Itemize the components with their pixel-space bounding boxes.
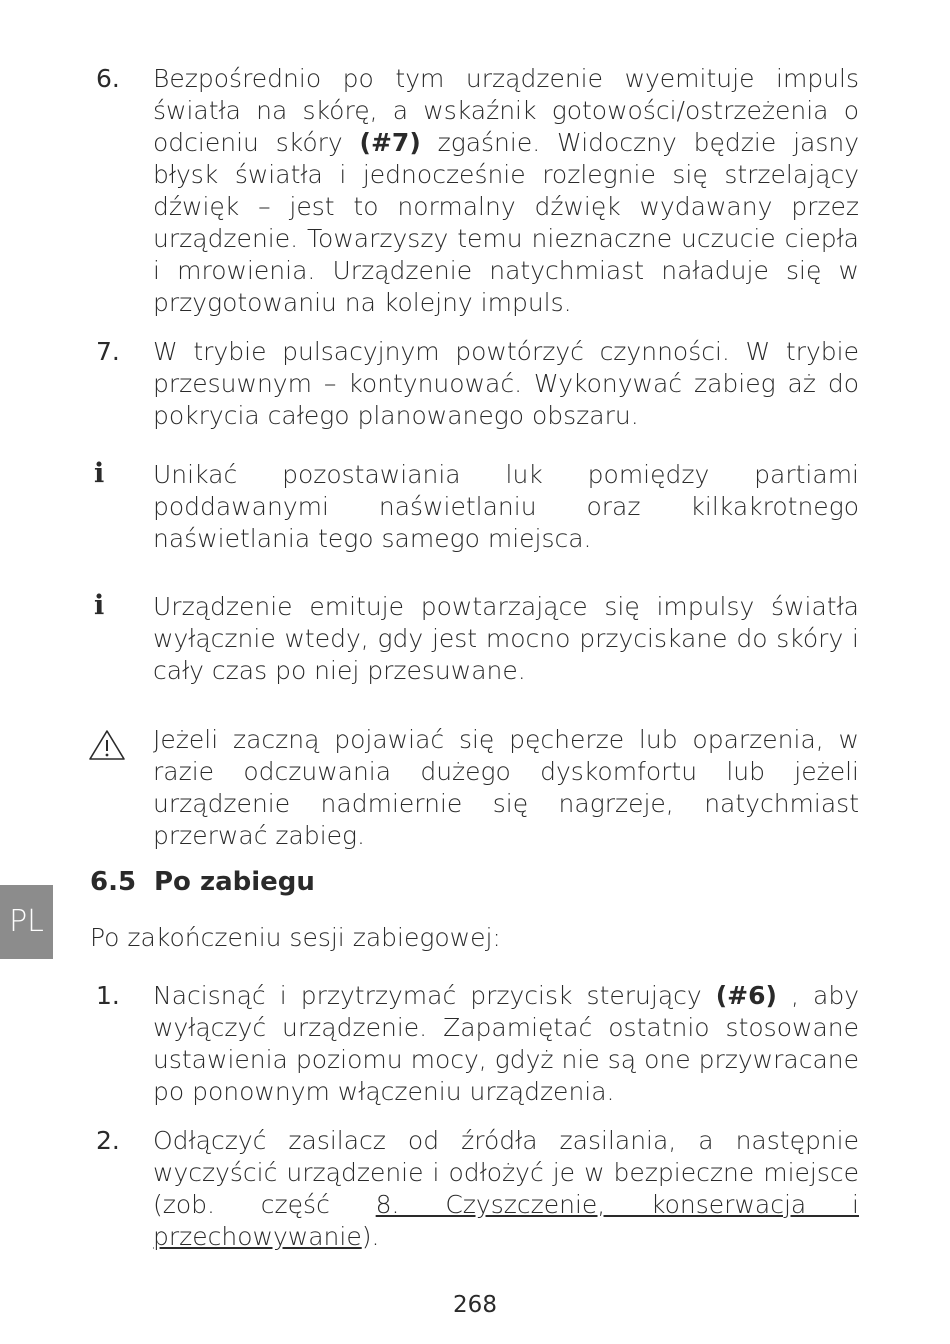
language-tab: PL <box>0 885 53 959</box>
step-6-text <box>153 63 859 319</box>
step-6-text-pre: Bezpośrednio po tym urządzenie wyemituje impuls światła na skórę, a wskaźnik gotowości/ostrzeżenia o odcieniu skóry <box>153 64 859 157</box>
after-step-2-post: ). <box>361 1222 380 1251</box>
info-note-1: Unikać pozostawiania luk pomiędzy partiami poddawanymi naświetlaniu oraz kilkakrotnego naświetlania tego samego miejsca. <box>153 460 859 553</box>
step-number: 2. <box>96 1126 120 1155</box>
step-6-text-post: zgaśnie. Widoczny będzie jasny błysk światła i jednocześnie rozlegnie się strzelający dźwięk – jest to normalny dźwięk wydawany przez urządzenie. Towarzyszy temu nieznaczne uczucie ciepła i mrowienia. Urządzenie natychmiast naładuje się w przygotowaniu na kolejny impuls. <box>153 128 859 317</box>
step-7-text: W trybie pulsacyjnym powtórzyć czynności. W trybie przesuwnym – kontynuować. Wykonywać zabieg aż do pokrycia całego planowanego obszaru. <box>153 337 859 430</box>
step-number: 7. <box>96 337 120 366</box>
step-6-reference: (#7) <box>359 128 421 157</box>
info-note-2: Urządzenie emituje powtarzające się impulsy światła wyłącznie wtedy, gdy jest mocno przyciskane do skóry i cały czas po niej przesuwane. <box>153 592 859 685</box>
after-step-2-text <box>153 1125 859 1253</box>
section-heading <box>90 865 315 899</box>
section-title: Po zabiegu <box>154 867 315 897</box>
section-cross-reference-link[interactable]: 8. Czyszczenie, konserwacja i przechowywanie <box>153 1190 859 1251</box>
step-number: 6. <box>96 64 120 93</box>
warning-note: Jeżeli zaczną pojawiać się pęcherze lub oparzenia, w razie odczuwania dużego dyskomfortu lub jeżeli urządzenie nadmiernie się nagrzeje, natychmiast przerwać zabieg. <box>153 725 859 850</box>
after-step-1-reference: (#6) <box>715 981 777 1010</box>
after-step-1-text <box>153 980 859 1108</box>
section-number: 6.5 <box>90 867 137 897</box>
after-step-2-pre: Odłączyć zasilacz od źródła zasilania, a następnie wyczyścić urządzenie i odłożyć je w bezpieczne miejsce (zob. część <box>153 1126 859 1219</box>
after-step-1-post: , aby wyłączyć urządzenie. Zapamiętać ostatnio stosowane ustawienia poziomu mocy, gdyż nie są one przywracane po ponownym włączeniu urządzenia. <box>153 981 859 1106</box>
page-number: 268 <box>453 1292 497 1318</box>
step-number: 1. <box>96 981 120 1010</box>
section-intro: Po zakończeniu sesji zabiegowej: <box>90 923 501 952</box>
after-step-1-pre: Nacisnąć i przytrzymać przycisk sterujący <box>153 981 716 1010</box>
info-icon: i <box>94 458 105 489</box>
warning-triangle-icon <box>87 728 127 762</box>
info-icon: i <box>94 590 105 621</box>
